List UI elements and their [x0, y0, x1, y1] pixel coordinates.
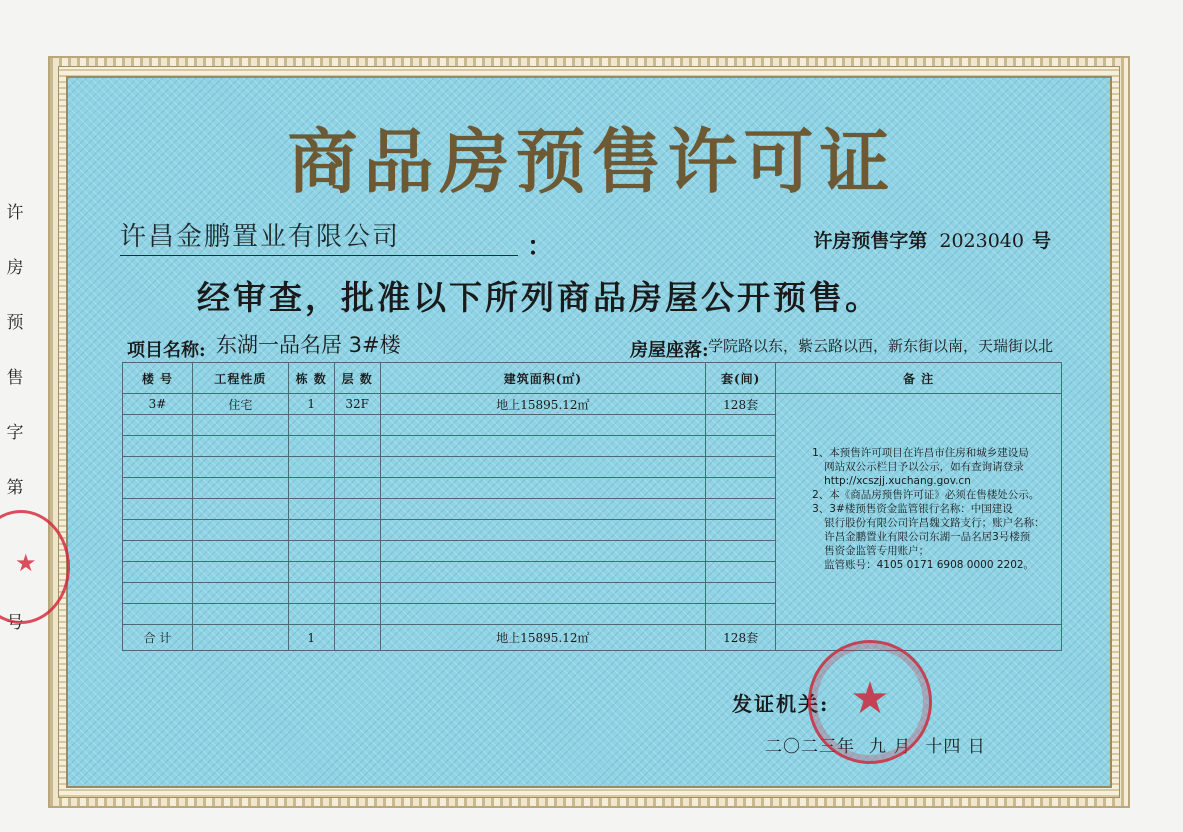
cell-building: 3# — [123, 394, 193, 415]
side-char: 预 — [6, 313, 24, 333]
side-char: 许 — [6, 203, 24, 223]
header-count: 栋 数 — [288, 363, 334, 394]
cell-units: 128套 — [706, 394, 776, 415]
permit-number — [813, 226, 1051, 253]
note-line: http://xcszjj.xuchang.gov.cn — [824, 475, 971, 487]
table-row — [123, 394, 1062, 415]
cell-count: 1 — [288, 394, 334, 415]
note-line: 网站双公示栏目予以公示，如有查询请登录 — [824, 461, 1024, 473]
notes-cell — [776, 394, 1062, 625]
cell-floors: 32F — [334, 394, 380, 415]
cell-type: 住宅 — [192, 394, 288, 415]
header-floors: 层 数 — [334, 363, 380, 394]
company-colon: ： — [527, 232, 554, 262]
issuer-label: 发证机关: — [732, 692, 830, 716]
header-building: 楼 号 — [123, 363, 193, 394]
side-char: 字 — [6, 423, 24, 443]
date-day: 十四 日 — [925, 737, 986, 757]
note-line: 2、本《商品房预售许可证》必须在售楼处公示。 — [812, 489, 1040, 501]
company-name: 许昌金鹏置业有限公司 — [120, 216, 518, 256]
note-line: 许昌金鹏置业有限公司东湖一品名居3号楼预 — [824, 531, 1031, 543]
total-area: 地上15895.12㎡ — [380, 625, 706, 651]
note-line: 监管账号：4105 0171 6908 0000 2202。 — [824, 559, 1035, 571]
permit-suffix: 号 — [1031, 230, 1051, 252]
header-type: 工程性质 — [192, 363, 288, 394]
side-char: 房 — [6, 258, 24, 278]
note-line: 售资金监管专用账户； — [824, 545, 930, 557]
seal-star-icon: ★ — [850, 673, 890, 724]
table-header-row — [123, 363, 1062, 394]
approval-statement: 经审查，批准以下所列商品房屋公开预售。 — [197, 278, 881, 317]
total-count: 1 — [288, 625, 334, 651]
project-name: 东湖一品名居 3#楼 — [216, 333, 401, 357]
date-year: 二〇二三年 — [765, 737, 855, 757]
cell-area: 地上15895.12㎡ — [380, 394, 706, 415]
header-notes: 备 注 — [776, 363, 1062, 394]
note-line: 银行股份有限公司许昌魏文路支行；账户名称： — [824, 517, 1045, 529]
side-char: 号 — [6, 613, 24, 633]
note-line: 3、3#楼预售资金监管银行名称：中国建设 — [812, 503, 1013, 515]
certificate-title: 商品房预售许可证 — [287, 120, 896, 203]
permit-label: 许房预售字第 — [813, 230, 928, 252]
seal-star-icon: ★ — [15, 549, 37, 577]
total-units: 128套 — [706, 625, 776, 651]
header-units: 套(间) — [706, 363, 776, 394]
location-value: 学院路以东，紫云路以西，新东街以南，天瑞街以北 — [708, 337, 1054, 355]
presale-table — [122, 362, 1062, 651]
total-label: 合 计 — [123, 625, 193, 651]
location-label: 房屋座落: — [630, 340, 709, 361]
note-line: 1、本预售许可项目在许昌市住房和城乡建设局 — [812, 447, 1029, 459]
official-seal — [808, 640, 932, 764]
side-char: 售 — [6, 368, 24, 388]
table-total-row — [123, 625, 1062, 651]
date-month: 九 月 — [869, 737, 912, 757]
side-char: 第 — [6, 478, 24, 498]
header-area: 建筑面积(㎡) — [380, 363, 706, 394]
permit-value: 2023040 — [939, 230, 1024, 252]
project-label: 项目名称: — [127, 340, 206, 361]
